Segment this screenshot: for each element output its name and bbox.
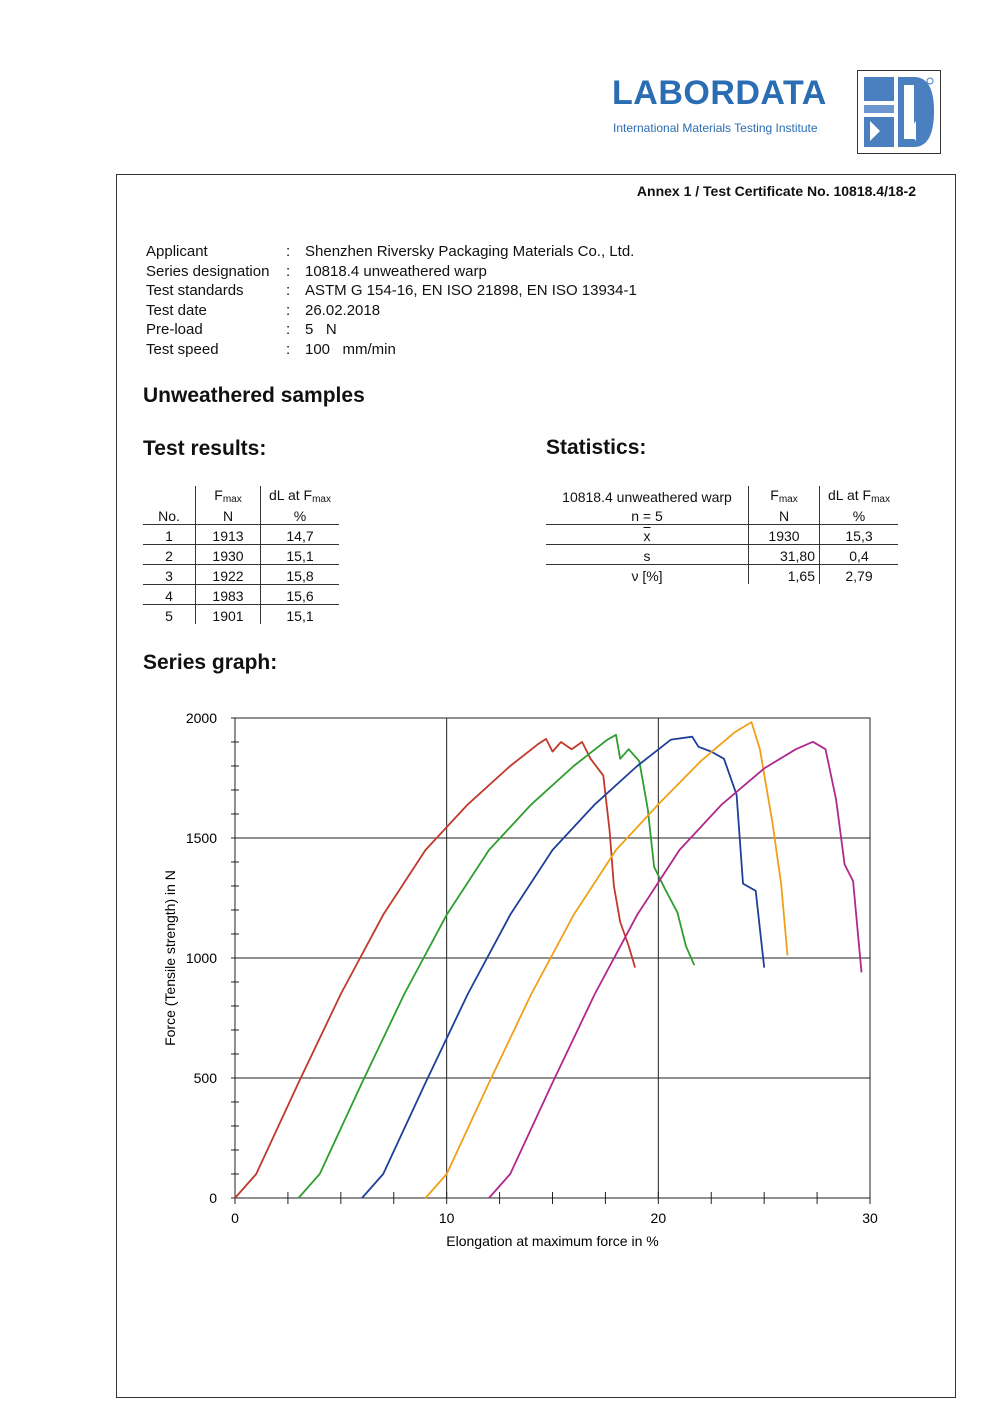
col-dl-unit: %: [820, 505, 899, 525]
cell-fmax: 31,80: [749, 545, 820, 565]
cell-dl: 15,8: [261, 565, 340, 585]
table-row: [143, 605, 339, 625]
brand-tagline: International Materials Testing Institute: [613, 121, 818, 135]
cell-dl: 0,4: [820, 545, 899, 565]
y-tick-label: 1500: [185, 830, 217, 846]
info-value: 26.02.2018: [305, 301, 381, 319]
series-line-1: [235, 739, 635, 1198]
info-row: [146, 301, 637, 321]
col-dl-header: dL at $F_{max}$: [269, 487, 331, 505]
cell-dl: 15,1: [286, 608, 314, 624]
info-label: Test standards: [146, 282, 244, 300]
col-dl-unit: %: [261, 505, 340, 525]
table-row: [143, 525, 339, 545]
table-row: [143, 585, 339, 605]
col-fmax-header: $F_{max}$: [749, 486, 820, 505]
info-label: Applicant: [146, 243, 208, 260]
results-title: Test results:: [143, 437, 267, 460]
cell-fmax: 1901: [196, 605, 261, 625]
info-value: 5 N: [305, 321, 337, 339]
info-value: Shenzhen Riversky Packaging Materials Co., Ltd.: [305, 243, 635, 260]
graph-title: Series graph:: [143, 651, 278, 674]
statistics-title: Statistics:: [546, 436, 647, 459]
cell-dl: 14,7: [261, 525, 340, 545]
stats-unit-row: [546, 505, 898, 525]
info-label: Test date: [146, 301, 207, 319]
info-row: [146, 262, 637, 282]
info-row: [146, 340, 637, 360]
x-tick-label: 10: [438, 1210, 455, 1226]
info-label: Test speed: [146, 340, 219, 358]
info-value: ASTM G 154-16, EN ISO 21898, EN ISO 13934-1: [305, 282, 637, 300]
cell-no: 5: [165, 608, 173, 624]
col-no-header: No.: [143, 505, 196, 525]
info-colon: :: [286, 262, 291, 280]
cell-dl: 15,1: [261, 545, 340, 565]
chart-series: [235, 722, 862, 1198]
cell-no: 3: [143, 565, 196, 585]
cell-fmax: 1,65: [749, 565, 820, 585]
cell-dl: 15,6: [261, 585, 340, 605]
info-colon: :: [286, 321, 291, 339]
cell-fmax: 1930: [196, 545, 261, 565]
y-tick-label: 500: [193, 1070, 217, 1086]
table-row: [546, 545, 898, 565]
col-fmax-unit: N: [196, 505, 261, 525]
chart-grid: [235, 718, 870, 1198]
x-axis-title: Elongation at maximum force in %: [446, 1233, 659, 1249]
y-axis-title: Force (Tensile strength) in N: [162, 870, 178, 1046]
info-row: [146, 320, 637, 340]
section-title: Unweathered samples: [143, 384, 365, 407]
series-line-3: [362, 737, 764, 1198]
info-value: 100 mm/min: [305, 340, 396, 358]
cell-no: 2: [143, 545, 196, 565]
x-tick-label: 0: [231, 1210, 239, 1226]
stats-label: s: [546, 545, 749, 565]
info-colon: :: [286, 301, 291, 319]
x-tick-label: 20: [650, 1210, 667, 1226]
results-unit-row: [143, 505, 339, 525]
info-row: [146, 281, 637, 301]
col-dl-header: dL at $F_{max}$: [828, 487, 890, 505]
table-row: [143, 565, 339, 585]
cell-dl: 2,79: [845, 568, 873, 584]
chart-ticks: [231, 718, 870, 1204]
annex-title: Annex 1 / Test Certificate No. 10818.4/18-2: [636, 183, 916, 199]
cell-no: 1: [143, 525, 196, 545]
results-header-row: [143, 486, 339, 505]
info-value: 10818.4 unweathered warp: [305, 262, 487, 280]
stats-label: ν [%]: [631, 568, 663, 584]
cell-no: 4: [143, 585, 196, 605]
certificate-info: [146, 242, 637, 360]
brand-name: LABORDATA: [612, 74, 827, 112]
y-tick-label: 0: [209, 1190, 217, 1206]
stats-n: n = 5: [546, 505, 749, 525]
info-colon: :: [286, 282, 291, 300]
stats-series: 10818.4 unweathered warp: [562, 489, 732, 505]
cell-dl: 15,3: [820, 525, 899, 545]
table-row: [546, 525, 898, 545]
y-tick-label: 2000: [185, 710, 217, 726]
results-table: [143, 486, 339, 624]
info-label: Series designation: [146, 262, 270, 280]
col-fmax-unit: N: [749, 505, 820, 525]
col-fmax-header: $F_{max}$: [196, 486, 261, 505]
info-colon: :: [286, 340, 291, 358]
cell-fmax: 1913: [196, 525, 261, 545]
table-row: [546, 565, 898, 585]
info-colon: :: [286, 243, 291, 260]
stats-header-row: [546, 486, 898, 505]
info-row: [146, 242, 637, 262]
y-tick-label: 1000: [185, 950, 217, 966]
table-row: [143, 545, 339, 565]
chart-tick-labels: [186, 710, 878, 1226]
info-label: Pre-load: [146, 321, 203, 339]
x-tick-label: 30: [862, 1210, 878, 1226]
statistics-table: [546, 486, 898, 584]
logo-icon: [857, 70, 941, 154]
series-graph: [150, 700, 910, 1270]
cell-fmax: 1922: [196, 565, 261, 585]
cell-fmax: 1930: [749, 525, 820, 545]
cell-fmax: 1983: [196, 585, 261, 605]
stats-label: $\overline{x}$: [546, 525, 749, 545]
